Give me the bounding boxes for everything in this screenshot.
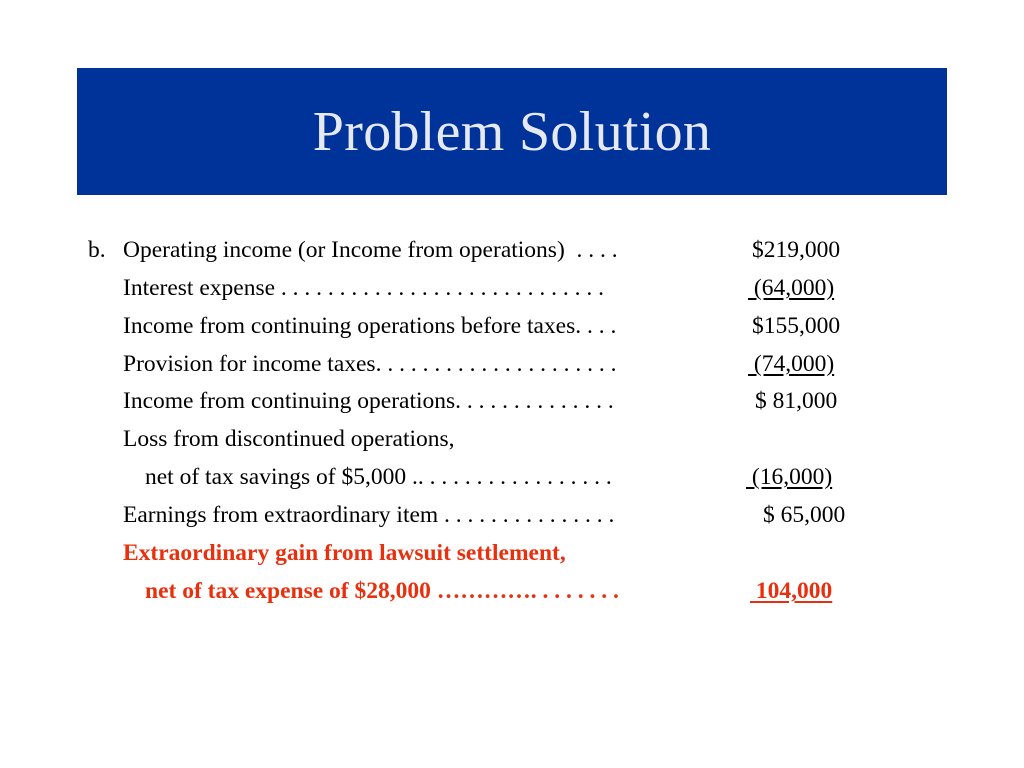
statement-row-income-before-taxes	[0, 311, 1024, 341]
statement-row-net-tax-expense	[0, 576, 1024, 606]
row-value: $219,000	[752, 237, 841, 263]
row-value: (74,000)	[748, 351, 835, 377]
row-label: net of tax expense of $28,000 …………. . . . . . . .	[145, 578, 619, 604]
slide-title: Problem Solution	[312, 100, 712, 163]
row-value: 104,000	[750, 578, 833, 604]
statement-row-income-continuing-operations	[0, 386, 1024, 416]
row-label: Extraordinary gain from lawsuit settlement,	[123, 540, 566, 566]
row-label: Income from continuing operations. . . . . . . . . . . . . .	[123, 388, 614, 414]
row-value: $155,000	[752, 313, 841, 339]
statement-row-interest-expense	[0, 273, 1024, 303]
statement-row-net-tax-savings	[0, 462, 1024, 492]
item-marker: b.	[88, 237, 106, 263]
statement-row-extraordinary-gain	[0, 538, 1024, 568]
row-label: net of tax savings of $5,000 .. . . . . . . . . . . . . . . . .	[145, 464, 612, 490]
row-value: (16,000)	[746, 464, 833, 490]
statement-row-operating-income	[0, 235, 1024, 265]
row-value: $ 81,000	[755, 388, 838, 414]
statement-row-provision-income-taxes	[0, 349, 1024, 379]
row-label: Operating income (or Income from operations) . . . .	[123, 237, 618, 263]
statement-row-earnings-extraordinary	[0, 500, 1024, 530]
row-value: $ 65,000	[763, 502, 846, 528]
statement-row-loss-discontinued	[0, 424, 1024, 454]
row-label: Earnings from extraordinary item . . . . . . . . . . . . . . .	[123, 502, 615, 528]
row-label: Provision for income taxes. . . . . . . . . . . . . . . . . . . . .	[123, 351, 617, 377]
row-label: Loss from discontinued operations,	[123, 426, 455, 452]
row-value: (64,000)	[748, 275, 835, 301]
row-label: Income from continuing operations before taxes. . . .	[123, 313, 617, 339]
row-label: Interest expense . . . . . . . . . . . . . . . . . . . . . . . . . . . .	[123, 275, 605, 301]
